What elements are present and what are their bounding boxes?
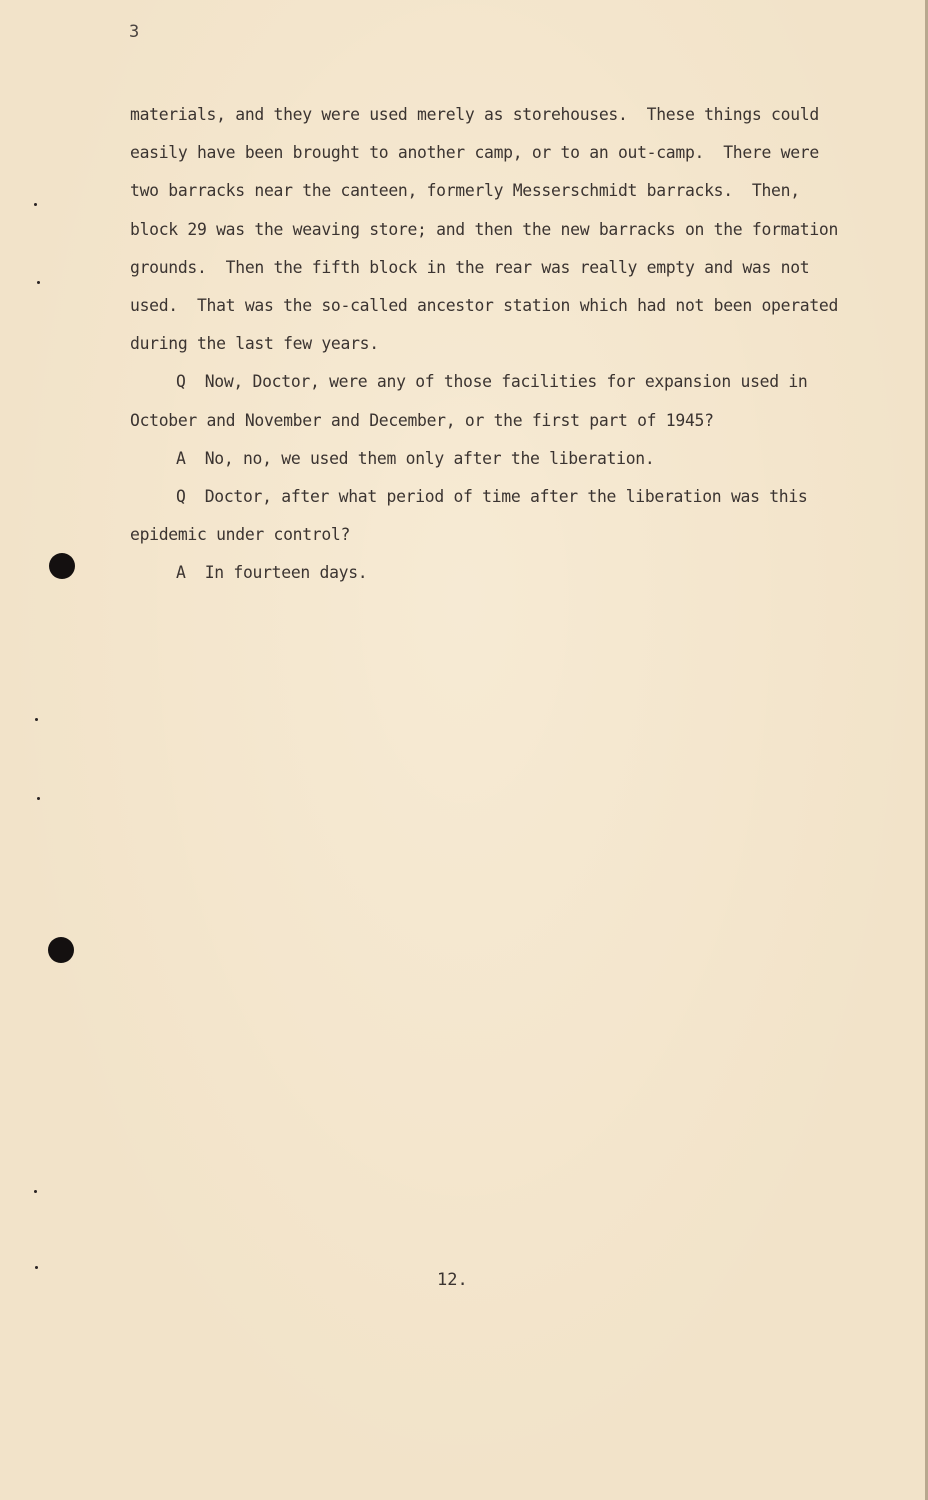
footer-page-number: 12. <box>437 1270 468 1290</box>
ink-speck <box>34 1190 37 1193</box>
answer-line: A In fourteen days. <box>176 563 368 583</box>
ink-speck <box>34 203 37 206</box>
page-label: 3 <box>129 22 140 42</box>
text-line: used. That was the so-called ancestor station which had not been operated <box>130 295 839 315</box>
question-line: Q Doctor, after what period of time after the liberation was this <box>176 486 808 506</box>
punch-hole-bottom <box>48 937 74 963</box>
text-line: materials, and they were used merely as storehouses. These things could <box>130 105 819 124</box>
ink-speck <box>37 281 40 284</box>
text-line: block 29 was the weaving store; and then the new barracks on the formation <box>130 219 839 239</box>
transcript-body <box>130 96 850 592</box>
question-line: Q Now, Doctor, were any of those facilities for expansion used in <box>176 372 808 392</box>
text-line: two barracks near the canteen, formerly Messerschmidt barracks. Then, <box>130 181 800 201</box>
ink-speck <box>35 718 38 721</box>
ink-speck <box>35 1266 38 1269</box>
text-line: October and November and December, or the first part of 1945? <box>130 410 714 430</box>
text-line: epidemic under control? <box>130 525 351 545</box>
punch-hole-top <box>49 553 75 579</box>
ink-speck <box>37 797 40 800</box>
answer-line: A No, no, we used them only after the liberation. <box>176 448 655 468</box>
text-line: during the last few years. <box>130 334 379 354</box>
text-line: easily have been brought to another camp, or to an out-camp. There were <box>130 143 819 163</box>
text-line: grounds. Then the fifth block in the rear was really empty and was not <box>130 257 810 277</box>
